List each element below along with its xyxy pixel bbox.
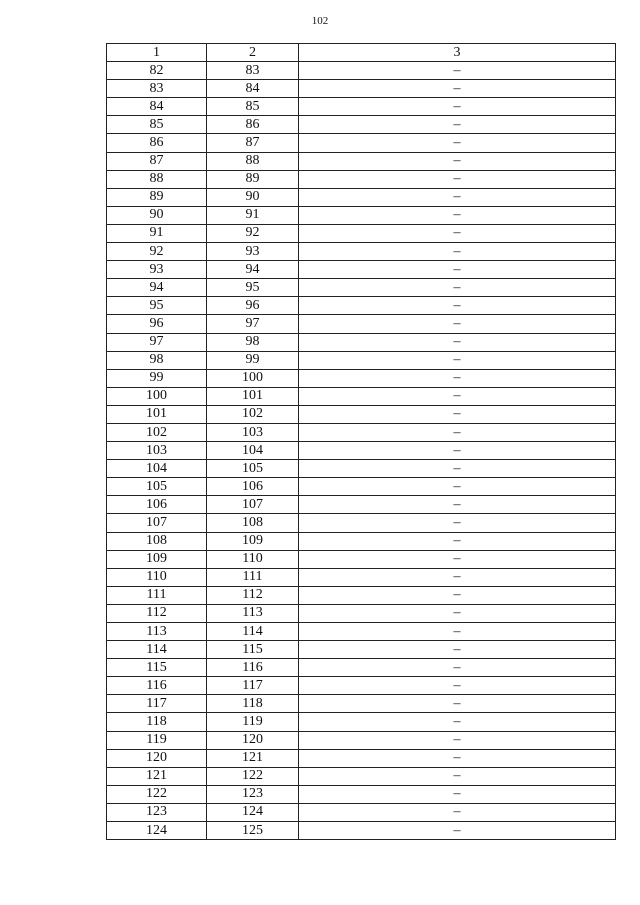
table-cell-col-2: 102: [207, 405, 299, 423]
table-row: [107, 442, 616, 460]
table-cell-col-1: 112: [107, 604, 207, 622]
table-cell-col-1: 107: [107, 514, 207, 532]
table-cell-col-1: 101: [107, 405, 207, 423]
table-cell-col-1: 108: [107, 532, 207, 550]
table-cell-col-2: 116: [207, 659, 299, 677]
table-cell-col-1: 113: [107, 623, 207, 641]
table-cell-col-1: 99: [107, 369, 207, 387]
table-row: [107, 152, 616, 170]
table-cell-col-2: 87: [207, 134, 299, 152]
table-cell-col-3: –: [299, 423, 616, 441]
table-cell-col-2: 117: [207, 677, 299, 695]
table-cell-col-2: 108: [207, 514, 299, 532]
table-cell-col-3: –: [299, 496, 616, 514]
table-row: [107, 80, 616, 98]
table-cell-col-1: 116: [107, 677, 207, 695]
table-cell-col-2: 96: [207, 297, 299, 315]
table-cell-col-2: 94: [207, 261, 299, 279]
table-row: [107, 134, 616, 152]
table-cell-col-3: –: [299, 80, 616, 98]
table-row: [107, 532, 616, 550]
table-row: [107, 659, 616, 677]
table-row: [107, 62, 616, 80]
table-cell-col-3: –: [299, 152, 616, 170]
table-cell-col-1: 96: [107, 315, 207, 333]
table-row: [107, 822, 616, 840]
table-cell-col-1: 86: [107, 134, 207, 152]
table-row: [107, 677, 616, 695]
table-cell-col-1: 98: [107, 351, 207, 369]
table-cell-col-2: 107: [207, 496, 299, 514]
table-cell-col-3: –: [299, 713, 616, 731]
table-cell-col-2: 119: [207, 713, 299, 731]
table-cell-col-3: –: [299, 749, 616, 767]
table-cell-col-2: 95: [207, 279, 299, 297]
table-row: [107, 116, 616, 134]
table-cell-col-3: –: [299, 623, 616, 641]
table-cell-col-2: 118: [207, 695, 299, 713]
data-table: [106, 43, 616, 840]
table-cell-col-3: –: [299, 134, 616, 152]
table-cell-col-2: 109: [207, 532, 299, 550]
table-cell-col-1: 120: [107, 749, 207, 767]
table-cell-col-3: –: [299, 478, 616, 496]
table-header: [107, 44, 616, 62]
table-body: [107, 62, 616, 840]
table-cell-col-1: 123: [107, 803, 207, 821]
table-cell-col-3: –: [299, 188, 616, 206]
table-cell-col-3: –: [299, 261, 616, 279]
table-row: [107, 496, 616, 514]
table-cell-col-2: 104: [207, 442, 299, 460]
table-cell-col-1: 103: [107, 442, 207, 460]
table-cell-col-3: –: [299, 514, 616, 532]
table-cell-col-1: 105: [107, 478, 207, 496]
table-row: [107, 333, 616, 351]
table-row: [107, 170, 616, 188]
table-row: [107, 261, 616, 279]
table-cell-col-2: 92: [207, 224, 299, 242]
table-row: [107, 98, 616, 116]
table-row: [107, 369, 616, 387]
table-cell-col-2: 121: [207, 749, 299, 767]
table-cell-col-1: 93: [107, 261, 207, 279]
table-row: [107, 478, 616, 496]
table-cell-col-3: –: [299, 62, 616, 80]
table-cell-col-2: 111: [207, 568, 299, 586]
table-row: [107, 713, 616, 731]
table-cell-col-1: 124: [107, 822, 207, 840]
table-cell-col-1: 118: [107, 713, 207, 731]
table-cell-col-3: –: [299, 315, 616, 333]
table-cell-col-1: 90: [107, 206, 207, 224]
table-cell-col-2: 101: [207, 387, 299, 405]
table-row: [107, 351, 616, 369]
table-row: [107, 749, 616, 767]
table-cell-col-1: 87: [107, 152, 207, 170]
table-row: [107, 423, 616, 441]
table-row: [107, 623, 616, 641]
table-cell-col-2: 99: [207, 351, 299, 369]
page-number: 102: [311, 15, 329, 27]
table-cell-col-3: –: [299, 767, 616, 785]
table-cell-col-2: 114: [207, 623, 299, 641]
table-row: [107, 297, 616, 315]
table-cell-col-1: 84: [107, 98, 207, 116]
table-cell-col-3: –: [299, 297, 616, 315]
table-cell-col-2: 89: [207, 170, 299, 188]
table-cell-col-2: 85: [207, 98, 299, 116]
table-cell-col-2: 100: [207, 369, 299, 387]
table-row: [107, 243, 616, 261]
table-cell-col-3: –: [299, 586, 616, 604]
table-row: [107, 568, 616, 586]
table-cell-col-3: –: [299, 460, 616, 478]
table-cell-col-3: –: [299, 677, 616, 695]
table-row: [107, 514, 616, 532]
table-cell-col-2: 106: [207, 478, 299, 496]
table-row: [107, 279, 616, 297]
table-row: [107, 767, 616, 785]
table-row: [107, 315, 616, 333]
table-cell-col-1: 85: [107, 116, 207, 134]
table-cell-col-2: 125: [207, 822, 299, 840]
column-header-1: 1: [107, 44, 207, 62]
table-cell-col-3: –: [299, 659, 616, 677]
table-cell-col-1: 117: [107, 695, 207, 713]
table-cell-col-3: –: [299, 550, 616, 568]
table-cell-col-2: 97: [207, 315, 299, 333]
table-row: [107, 785, 616, 803]
table-cell-col-2: 86: [207, 116, 299, 134]
table-cell-col-3: –: [299, 695, 616, 713]
table-cell-col-2: 115: [207, 641, 299, 659]
table-cell-col-3: –: [299, 568, 616, 586]
column-header-2: 2: [207, 44, 299, 62]
table-cell-col-1: 115: [107, 659, 207, 677]
table-cell-col-1: 82: [107, 62, 207, 80]
table-cell-col-1: 122: [107, 785, 207, 803]
table-row: [107, 803, 616, 821]
table-cell-col-3: –: [299, 116, 616, 134]
table-cell-col-2: 91: [207, 206, 299, 224]
table-cell-col-3: –: [299, 351, 616, 369]
table-cell-col-1: 89: [107, 188, 207, 206]
table-cell-col-2: 83: [207, 62, 299, 80]
table-cell-col-2: 113: [207, 604, 299, 622]
table-cell-col-3: –: [299, 98, 616, 116]
table-cell-col-3: –: [299, 206, 616, 224]
table-cell-col-1: 91: [107, 224, 207, 242]
table-cell-col-1: 100: [107, 387, 207, 405]
table-cell-col-1: 119: [107, 731, 207, 749]
table-cell-col-2: 90: [207, 188, 299, 206]
table-row: [107, 604, 616, 622]
table-cell-col-3: –: [299, 369, 616, 387]
table-cell-col-2: 98: [207, 333, 299, 351]
table-cell-col-2: 120: [207, 731, 299, 749]
table-cell-col-1: 114: [107, 641, 207, 659]
column-header-3: 3: [299, 44, 616, 62]
table-cell-col-1: 102: [107, 423, 207, 441]
table-cell-col-1: 94: [107, 279, 207, 297]
table-cell-col-1: 104: [107, 460, 207, 478]
table-cell-col-1: 111: [107, 586, 207, 604]
table-cell-col-1: 95: [107, 297, 207, 315]
table-row: [107, 206, 616, 224]
table-cell-col-2: 124: [207, 803, 299, 821]
table-row: [107, 586, 616, 604]
table-cell-col-1: 97: [107, 333, 207, 351]
table-cell-col-3: –: [299, 387, 616, 405]
table-cell-col-2: 103: [207, 423, 299, 441]
table-row: [107, 224, 616, 242]
table-cell-col-2: 110: [207, 550, 299, 568]
table-cell-col-3: –: [299, 803, 616, 821]
table-cell-col-1: 83: [107, 80, 207, 98]
header-row: [107, 44, 616, 62]
table-cell-col-3: –: [299, 279, 616, 297]
table-cell-col-2: 122: [207, 767, 299, 785]
table-cell-col-2: 93: [207, 243, 299, 261]
table-cell-col-3: –: [299, 405, 616, 423]
table-cell-col-1: 92: [107, 243, 207, 261]
table-cell-col-3: –: [299, 243, 616, 261]
table-cell-col-3: –: [299, 224, 616, 242]
table-row: [107, 405, 616, 423]
table-cell-col-3: –: [299, 641, 616, 659]
table-cell-col-2: 84: [207, 80, 299, 98]
table-cell-col-1: 109: [107, 550, 207, 568]
table-cell-col-2: 105: [207, 460, 299, 478]
table-row: [107, 641, 616, 659]
table-cell-col-1: 88: [107, 170, 207, 188]
table-cell-col-1: 110: [107, 568, 207, 586]
table-row: [107, 550, 616, 568]
table-cell-col-3: –: [299, 170, 616, 188]
table-row: [107, 387, 616, 405]
table-cell-col-1: 106: [107, 496, 207, 514]
table-row: [107, 188, 616, 206]
table-row: [107, 731, 616, 749]
table-cell-col-3: –: [299, 785, 616, 803]
table-cell-col-3: –: [299, 731, 616, 749]
table-cell-col-3: –: [299, 442, 616, 460]
table-row: [107, 695, 616, 713]
table-cell-col-3: –: [299, 822, 616, 840]
table-cell-col-3: –: [299, 604, 616, 622]
table-cell-col-3: –: [299, 532, 616, 550]
table-cell-col-2: 123: [207, 785, 299, 803]
table-cell-col-2: 112: [207, 586, 299, 604]
table-cell-col-2: 88: [207, 152, 299, 170]
table-row: [107, 460, 616, 478]
table-cell-col-3: –: [299, 333, 616, 351]
table-cell-col-1: 121: [107, 767, 207, 785]
